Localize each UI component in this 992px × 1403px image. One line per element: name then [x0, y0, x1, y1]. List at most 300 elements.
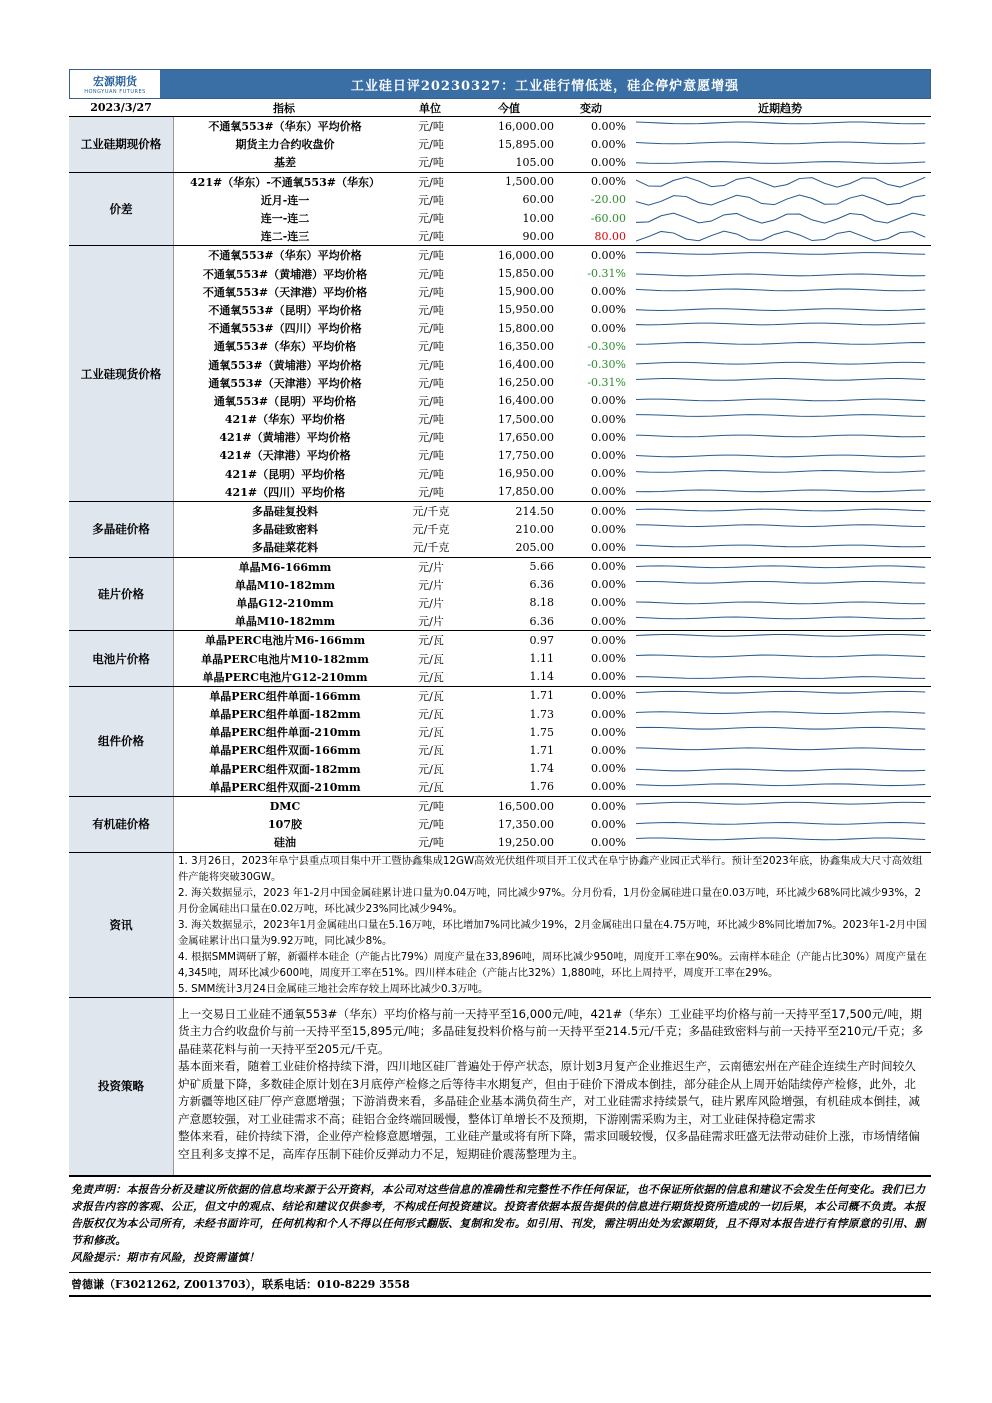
table-row — [174, 446, 931, 464]
unit-cell: 元/吨 — [418, 322, 444, 336]
indicator-cell: 单晶PERC电池片M10-182mm — [201, 652, 369, 666]
news-item: 5. SMM统计3月24日金属硅三地社会库存较上周环比减少0.3万吨。 — [178, 982, 489, 995]
group-label: 工业硅现货价格 — [69, 246, 174, 501]
value-cell: 16,000.00 — [498, 119, 554, 133]
indicator-cell: 多晶硅致密料 — [252, 523, 318, 537]
table-row — [174, 410, 931, 428]
table-row — [174, 538, 931, 556]
group-label: 电池片价格 — [69, 631, 174, 686]
indicator-cell: 单晶PERC组件双面-210mm — [209, 780, 361, 794]
unit-cell: 元/瓦 — [418, 670, 444, 684]
indicator-cell: 单晶M10-182mm — [234, 578, 336, 592]
trend-sparkline — [630, 833, 931, 851]
news-item: 3. 海关数据显示，2023年1月金属硅出口量在5.16万吨，环比增加7%同比减少19%，2月金属硅出口量在4.75万吨，环比减少8%同比增加7%。2023年1-2月中国金属硅累计出口量为9.92万吨，同比减少8%。 — [178, 918, 927, 947]
trend-sparkline — [630, 668, 931, 686]
table-row — [174, 227, 931, 245]
trend-sparkline — [630, 815, 931, 833]
change-cell: 0.00% — [591, 614, 626, 628]
value-cell: 8.18 — [529, 596, 554, 610]
trend-sparkline — [630, 612, 931, 630]
change-cell: 0.00% — [591, 412, 626, 426]
indicator-cell: 通氧553#（华东）平均价格 — [213, 340, 357, 354]
change-cell: -60.00 — [590, 211, 626, 225]
table-group — [69, 631, 931, 687]
group-label: 工业硅期现价格 — [69, 117, 174, 172]
news-section — [69, 853, 931, 998]
change-cell: -0.30% — [587, 339, 626, 353]
change-cell: 0.00% — [591, 780, 626, 794]
table-row — [174, 117, 931, 135]
indicator-cell: 单晶M6-166mm — [238, 560, 332, 574]
change-cell: 0.00% — [591, 670, 626, 684]
indicator-cell: 通氧553#（昆明）平均价格 — [213, 394, 357, 408]
report-title: 工业硅日评20230327：工业硅行情低迷，硅企停炉意愿增强 — [160, 70, 930, 98]
trend-line — [636, 455, 925, 457]
table-row — [174, 246, 931, 264]
table-row — [174, 355, 931, 373]
analyst-contact: 曾德谦（F3021262, Z0013703），联系电话：010-8229 3558 — [69, 1273, 931, 1297]
table-row — [174, 723, 931, 741]
trend-sparkline — [630, 538, 931, 556]
change-cell: 0.00% — [591, 285, 626, 299]
indicator-cell: 不通氧553#（黄埔港）平均价格 — [202, 267, 368, 281]
unit-cell: 元/千克 — [412, 505, 450, 519]
change-cell: -0.30% — [587, 358, 626, 372]
trend-line — [636, 195, 925, 205]
table-row — [174, 428, 931, 446]
col-trend: 近期趋势 — [758, 101, 802, 115]
value-cell: 105.00 — [515, 155, 554, 169]
table-row — [174, 649, 931, 667]
trend-sparkline — [630, 337, 931, 355]
change-cell: 0.00% — [591, 762, 626, 776]
group-label: 硅片价格 — [69, 558, 174, 631]
table-row — [174, 319, 931, 337]
indicator-cell: 不通氧553#（华东）平均价格 — [208, 120, 362, 134]
trend-sparkline — [630, 631, 931, 649]
trend-sparkline — [630, 191, 931, 209]
change-cell: 80.00 — [594, 229, 626, 243]
unit-cell: 元/瓦 — [418, 780, 444, 794]
value-cell: 1.11 — [529, 652, 554, 666]
trend-sparkline — [630, 558, 931, 576]
indicator-cell: 107胶 — [268, 818, 302, 832]
strategy-label: 投资策略 — [69, 998, 174, 1176]
unit-cell: 元/瓦 — [418, 726, 444, 740]
unit-cell: 元/吨 — [418, 303, 444, 317]
table-row — [174, 135, 931, 153]
group-label: 价差 — [69, 173, 174, 246]
indicator-cell: 421#（四川）平均价格 — [224, 485, 346, 499]
trend-line — [636, 602, 925, 604]
trend-line — [636, 802, 925, 804]
value-cell: 15,850.00 — [498, 267, 554, 281]
trend-line — [636, 289, 925, 291]
unit-cell: 元/瓦 — [418, 689, 444, 703]
trend-line — [636, 231, 925, 241]
value-cell: 1.71 — [529, 743, 554, 757]
trend-line — [636, 378, 925, 380]
table-row — [174, 558, 931, 576]
trend-sparkline — [630, 227, 931, 245]
strategy-paragraph: 基本面来看，随着工业硅价格持续下滑，四川地区硅厂普遍处于停产状态，原计划3月复产企业推迟生产，云南德宏州在产硅企连续生产时间较久炉矿质量下降，多数硅企原计划在3月底停产检修之后等待丰水期复产，但由于硅价下滑成本倒挂，部分硅企从上周开始陆续停产检修，此外，北方新疆等地区硅厂停产意愿增强；下游消费来看，多晶硅企业基本满负荷生产，对工业硅需求持续景气，硅片累库风险增强，有机硅成本倒挂，减产意愿较强，对工业硅需求不高；硅铝合金终端回暖慢，整体订单增长不及预期，下游刚需采购为主，对工业硅保持稳定需求 — [178, 1059, 921, 1126]
change-cell: 0.00% — [591, 137, 626, 151]
value-cell: 17,750.00 — [498, 448, 554, 462]
unit-cell: 元/吨 — [418, 467, 444, 481]
trend-line — [636, 656, 925, 658]
table-group — [69, 502, 931, 558]
change-cell: 0.00% — [591, 504, 626, 518]
indicator-cell: 不通氧553#（昆明）平均价格 — [208, 303, 362, 317]
indicator-cell: 近月-连一 — [260, 193, 310, 207]
table-row — [174, 502, 931, 520]
unit-cell: 元/吨 — [418, 449, 444, 463]
indicator-cell: 不通氧553#（华东）平均价格 — [208, 249, 362, 263]
table-row — [174, 687, 931, 705]
trend-line — [636, 525, 925, 527]
trend-line — [636, 712, 925, 714]
unit-cell: 元/吨 — [418, 340, 444, 354]
trend-sparkline — [630, 502, 931, 520]
trend-sparkline — [630, 760, 931, 778]
unit-cell: 元/吨 — [418, 818, 444, 832]
unit-cell: 元/吨 — [418, 358, 444, 372]
trend-line — [636, 691, 925, 693]
unit-cell: 元/吨 — [418, 800, 444, 814]
value-cell: 1.74 — [529, 762, 554, 776]
trend-sparkline — [630, 723, 931, 741]
unit-cell: 元/吨 — [418, 431, 444, 445]
trend-sparkline — [630, 209, 931, 227]
trend-sparkline — [630, 446, 931, 464]
value-cell: 6.36 — [529, 578, 554, 592]
indicator-cell: 期货主力合约收盘价 — [235, 138, 335, 152]
table-row — [174, 815, 931, 833]
logo-subtext: HONGYUAN FUTURES — [84, 89, 146, 95]
trend-sparkline — [630, 153, 931, 171]
column-header-row — [69, 99, 931, 117]
indicator-cell: 单晶PERC组件双面-166mm — [209, 744, 361, 758]
trend-sparkline — [630, 374, 931, 392]
change-cell: 0.00% — [591, 540, 626, 554]
table-row — [174, 483, 931, 501]
price-table — [69, 117, 931, 853]
trend-sparkline — [630, 428, 931, 446]
trend-line — [636, 565, 925, 567]
table-row — [174, 612, 931, 630]
value-cell: 16,500.00 — [498, 799, 554, 813]
indicator-cell: 基差 — [274, 156, 296, 170]
indicator-cell: 单晶PERC电池片M6-166mm — [204, 634, 366, 648]
unit-cell: 元/瓦 — [418, 652, 444, 666]
change-cell: 0.00% — [591, 119, 626, 133]
trend-line — [636, 728, 925, 730]
news-item: 2. 海关数据显示，2023 年1-2月中国金属硅累计进口量为0.04万吨，同比减少97%。分月份看，1月份金属硅进口量在0.03万吨，环比减少68%同比减少93%，2月份金属硅出口量在0.02万吨，环比减少23%同比减少94%。 — [178, 886, 922, 915]
value-cell: 17,850.00 — [498, 485, 554, 499]
strategy-paragraph: 上一交易日工业硅不通氧553#（华东）平均价格与前一天持平至16,000元/吨，421#（华东）工业硅平均价格与前一天持平至17,500元/吨，期货主力合约收盘价与前一天持平至15,895元/吨；多晶硅复投料价格与前一天持平至214.5元/千克；多晶硅致密料与前一天持平至210元/千克；多晶硅菜花料与前一天持平至205元/千克。 — [178, 1006, 924, 1056]
table-row — [174, 392, 931, 410]
change-cell: -0.31% — [587, 267, 626, 281]
table-row — [174, 465, 931, 483]
unit-cell: 元/吨 — [418, 249, 444, 263]
indicator-cell: 不通氧553#（天津港）平均价格 — [202, 285, 368, 299]
trend-line — [636, 823, 925, 825]
change-cell: 0.00% — [591, 652, 626, 666]
unit-cell: 元/吨 — [418, 394, 444, 408]
table-row — [174, 594, 931, 612]
indicator-cell: 421#（华东）-不通氧553#（华东） — [190, 175, 380, 189]
trend-sparkline — [630, 797, 931, 815]
report-date: 2023/3/27 — [90, 101, 152, 114]
table-row — [174, 520, 931, 538]
value-cell: 19,250.00 — [498, 835, 554, 849]
unit-cell: 元/吨 — [418, 212, 444, 226]
value-cell: 1.73 — [529, 707, 554, 721]
unit-cell: 元/吨 — [418, 285, 444, 299]
disclaimer — [69, 1177, 931, 1273]
indicator-cell: 单晶M10-182mm — [234, 615, 336, 629]
trend-sparkline — [630, 778, 931, 796]
change-cell: 0.00% — [591, 394, 626, 408]
table-row — [174, 833, 931, 851]
indicator-cell: 多晶硅复投料 — [252, 505, 318, 519]
table-row — [174, 668, 931, 686]
change-cell: 0.00% — [591, 155, 626, 169]
trend-line — [636, 435, 925, 437]
trend-line — [636, 617, 925, 619]
change-cell: 0.00% — [591, 725, 626, 739]
value-cell: 1.75 — [529, 725, 554, 739]
table-group — [69, 117, 931, 173]
value-cell: 1.76 — [529, 780, 554, 794]
unit-cell: 元/片 — [418, 596, 444, 610]
value-cell: 210.00 — [515, 522, 554, 536]
value-cell: 16,400.00 — [498, 358, 554, 372]
indicator-cell: 单晶PERC组件单面-210mm — [209, 726, 361, 740]
value-cell: 17,350.00 — [498, 817, 554, 831]
indicator-cell: 连一-连二 — [260, 212, 310, 226]
trend-sparkline — [630, 117, 931, 135]
unit-cell: 元/吨 — [418, 267, 444, 281]
group-label: 组件价格 — [69, 687, 174, 796]
change-cell: 0.00% — [591, 743, 626, 757]
unit-cell: 元/吨 — [418, 175, 444, 189]
trend-line — [636, 213, 925, 223]
report-header — [69, 69, 931, 99]
strategy-text — [174, 998, 931, 1176]
table-row — [174, 374, 931, 392]
table-row — [174, 209, 931, 227]
col-unit: 单位 — [419, 101, 441, 115]
unit-cell: 元/片 — [418, 615, 444, 629]
unit-cell: 元/吨 — [418, 138, 444, 152]
unit-cell: 元/片 — [418, 560, 444, 574]
unit-cell: 元/瓦 — [418, 744, 444, 758]
change-cell: 0.00% — [591, 707, 626, 721]
trend-line — [636, 177, 925, 187]
change-cell: 0.00% — [591, 467, 626, 481]
change-cell: 0.00% — [591, 303, 626, 317]
value-cell: 16,000.00 — [498, 248, 554, 262]
col-value: 今值 — [498, 101, 520, 115]
table-row — [174, 631, 931, 649]
trend-line — [636, 545, 925, 547]
unit-cell: 元/瓦 — [418, 634, 444, 648]
news-item: 1. 3月26日，2023年阜宁县重点项目集中开工暨协鑫集成12GW高效光伏组件项目开工仪式在阜宁协鑫产业园正式举行。预计至2023年底，协鑫集成大尺寸高效组件产能将突破30GW。 — [178, 854, 923, 883]
table-group — [69, 687, 931, 797]
table-row — [174, 778, 931, 796]
indicator-cell: 单晶PERC组件双面-182mm — [209, 762, 361, 776]
trend-sparkline — [630, 283, 931, 301]
change-cell: 0.00% — [591, 248, 626, 262]
trend-sparkline — [630, 246, 931, 264]
indicator-cell: 不通氧553#（四川）平均价格 — [208, 322, 362, 336]
value-cell: 1.71 — [529, 689, 554, 703]
risk-warning: 风险提示：期市有风险，投资需谨慎！ — [71, 1251, 260, 1264]
group-label: 有机硅价格 — [69, 797, 174, 852]
indicator-cell: 421#（华东）平均价格 — [224, 413, 346, 427]
trend-sparkline — [630, 649, 931, 667]
change-cell: 0.00% — [591, 633, 626, 647]
trend-sparkline — [630, 520, 931, 538]
trend-sparkline — [630, 576, 931, 594]
trend-sparkline — [630, 483, 931, 501]
value-cell: 6.36 — [529, 614, 554, 628]
indicator-cell: 单晶PERC组件单面-182mm — [209, 708, 361, 722]
table-row — [174, 705, 931, 723]
trend-sparkline — [630, 594, 931, 612]
value-cell: 205.00 — [515, 540, 554, 554]
news-item: 4. 根据SMM调研了解，新疆样本硅企（产能占比79%）周度产量在33,896吨，周环比减少950吨，周度开工率在90%。云南样本硅企（产能占比30%）周度产量在4,345吨，周环比减少600吨，周度开工率在51%。四川样本硅企（产能占比32%）1,880吨，环比上周持平，周度开工率在29%。 — [178, 950, 927, 979]
table-row — [174, 797, 931, 815]
change-cell: 0.00% — [591, 596, 626, 610]
unit-cell: 元/千克 — [412, 541, 450, 555]
trend-line — [636, 273, 925, 275]
indicator-cell: 通氧553#（天津港）平均价格 — [208, 376, 362, 390]
change-cell: 0.00% — [591, 689, 626, 703]
indicator-cell: 单晶G12-210mm — [236, 596, 334, 610]
table-group — [69, 558, 931, 632]
trend-line — [636, 122, 925, 124]
trend-sparkline — [630, 741, 931, 759]
disclaimer-text: 免责声明：本报告分析及建议所依据的信息均来源于公开资料，本公司对这些信息的准确性和完整性不作任何保证，也不保证所依据的信息和建议不会发生任何变化。我们已力求报告内容的客观、公正，但文中的观点、结论和建议仅供参考，不构成任何投资建议。投资者依据本报告提供的信息进行期货投资所造成的一切后果，本公司概不负责。本报告版权仅为本公司所有，未经书面许可，任何机构和个人不得以任何形式翻版、复制和发布。如引用、刊发，需注明出处为宏源期货，且不得对本报告进行有悖原意的引用、删节和修改。 — [71, 1183, 926, 1247]
value-cell: 17,500.00 — [498, 412, 554, 426]
table-row — [174, 173, 931, 191]
unit-cell: 元/吨 — [418, 156, 444, 170]
change-cell: 0.00% — [591, 430, 626, 444]
value-cell: 15,900.00 — [498, 285, 554, 299]
trend-line — [636, 415, 925, 417]
unit-cell: 元/吨 — [418, 193, 444, 207]
trend-line — [636, 343, 925, 345]
strategy-paragraph: 整体来看，硅价持续下滑，企业停产检修意愿增强，工业硅产量或将有所下降，需求回暖较慢，仅多晶硅需求旺盛无法带动硅价上涨，市场情绪偏空且利多支撑不足，高库存压制下硅价反弹动力不足，短期硅价震荡整理为主。 — [178, 1129, 921, 1161]
table-group — [69, 797, 931, 853]
logo-text: 宏源期货 — [93, 75, 137, 88]
indicator-cell: 通氧553#（黄埔港）平均价格 — [208, 358, 362, 372]
trend-sparkline — [630, 705, 931, 723]
table-group — [69, 173, 931, 247]
table-row — [174, 576, 931, 594]
trend-line — [636, 399, 925, 401]
value-cell: 90.00 — [522, 229, 554, 243]
indicator-cell: 硅油 — [274, 836, 296, 850]
news-label: 资讯 — [69, 853, 174, 997]
trend-sparkline — [630, 265, 931, 283]
trend-line — [636, 748, 925, 750]
indicator-cell: 421#（黄埔港）平均价格 — [219, 431, 351, 445]
unit-cell: 元/吨 — [418, 230, 444, 244]
trend-line — [636, 509, 925, 511]
trend-line — [636, 784, 925, 786]
table-row — [174, 283, 931, 301]
change-cell: 0.00% — [591, 560, 626, 574]
value-cell: 15,950.00 — [498, 303, 554, 317]
change-cell: 0.00% — [591, 448, 626, 462]
trend-sparkline — [630, 410, 931, 428]
table-row — [174, 760, 931, 778]
change-cell: 0.00% — [591, 522, 626, 536]
col-indicator: 指标 — [273, 101, 295, 115]
indicator-cell: 单晶PERC电池片G12-210mm — [202, 670, 368, 684]
change-cell: 0.00% — [591, 175, 626, 189]
value-cell: 60.00 — [522, 193, 554, 207]
trend-line — [636, 838, 925, 840]
report-page — [69, 69, 931, 1297]
change-cell: 0.00% — [591, 835, 626, 849]
col-change: 变动 — [580, 101, 602, 115]
trend-line — [636, 676, 925, 678]
unit-cell: 元/吨 — [418, 376, 444, 390]
indicator-cell: 421#（昆明）平均价格 — [224, 467, 346, 481]
value-cell: 1,500.00 — [505, 175, 554, 189]
change-cell: -20.00 — [590, 193, 626, 207]
trend-line — [636, 162, 925, 164]
value-cell: 1.14 — [529, 670, 554, 684]
table-row — [174, 301, 931, 319]
indicator-cell: 单晶PERC组件单面-166mm — [209, 689, 361, 703]
trend-sparkline — [630, 173, 931, 191]
value-cell: 15,895.00 — [498, 137, 554, 151]
change-cell: 0.00% — [591, 321, 626, 335]
value-cell: 15,800.00 — [498, 321, 554, 335]
trend-sparkline — [630, 465, 931, 483]
change-cell: 0.00% — [591, 485, 626, 499]
trend-sparkline — [630, 355, 931, 373]
value-cell: 16,250.00 — [498, 376, 554, 390]
table-row — [174, 337, 931, 355]
change-cell: -0.31% — [587, 376, 626, 390]
change-cell: 0.00% — [591, 817, 626, 831]
value-cell: 17,650.00 — [498, 430, 554, 444]
value-cell: 5.66 — [529, 560, 554, 574]
value-cell: 16,400.00 — [498, 394, 554, 408]
strategy-section — [69, 998, 931, 1178]
unit-cell: 元/瓦 — [418, 708, 444, 722]
value-cell: 10.00 — [522, 211, 554, 225]
trend-sparkline — [630, 301, 931, 319]
unit-cell: 元/吨 — [418, 120, 444, 134]
trend-line — [636, 490, 925, 492]
value-cell: 16,950.00 — [498, 467, 554, 481]
trend-sparkline — [630, 687, 931, 705]
table-row — [174, 191, 931, 209]
trend-line — [636, 309, 925, 311]
company-logo — [70, 70, 160, 98]
trend-line — [636, 253, 925, 255]
indicator-cell: DMC — [269, 799, 301, 813]
table-row — [174, 741, 931, 759]
trend-line — [636, 581, 925, 583]
